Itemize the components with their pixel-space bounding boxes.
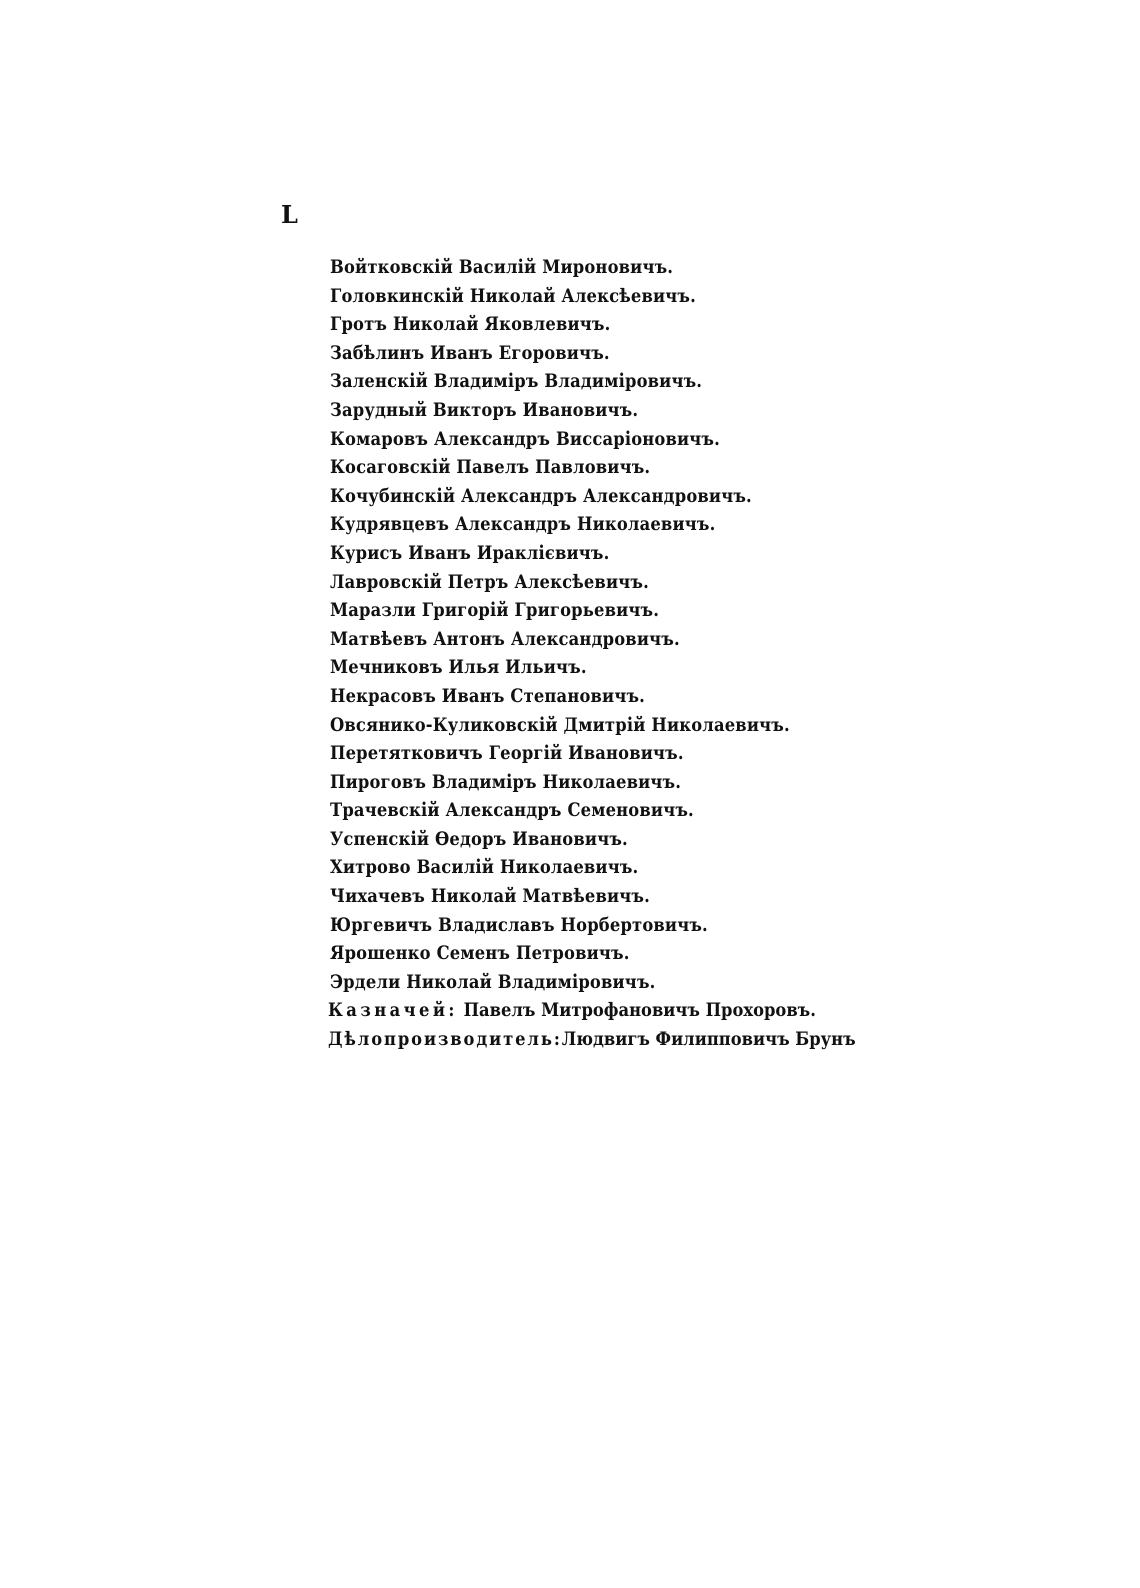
treasurer-line [328, 996, 930, 1025]
treasurer-name: Павелъ Митрофановичъ Прохоровъ. [463, 999, 816, 1021]
member-entry: Чихачевъ Николай Матвѣевичъ. [330, 885, 650, 908]
member-entry: Хитрово Василій Николаевичъ. [330, 856, 639, 879]
member-entry: Курисъ Иванъ Ираклієвичъ. [330, 541, 610, 564]
member-entry: Ярошенко Семенъ Петровичъ. [330, 942, 630, 965]
member-entry: Косаговскій Павелъ Павловичъ. [330, 456, 651, 479]
clerk-line [328, 1025, 930, 1054]
members-list [330, 253, 970, 996]
member-entry: Овсянико-Куликовскій Дмитрій Николаевичъ. [330, 713, 790, 736]
treasurer-role: Казначей: [328, 999, 458, 1021]
member-entry: Пироговъ Владиміръ Николаевичъ. [330, 770, 682, 793]
clerk-name: Людвигъ Филипповичъ Брунъ [561, 1027, 856, 1050]
member-entry: Кудрявцевъ Александръ Николаевичъ. [330, 513, 716, 536]
member-entry: Успенскій Ѳедоръ Ивановичъ. [330, 827, 628, 850]
member-entry: Эрдели Николай Владиміровичъ. [330, 970, 656, 993]
member-entry: Маразли Григорій Григорьевичъ. [330, 599, 660, 622]
officers-section [328, 996, 1028, 1053]
member-entry: Комаровъ Александръ Виссаріоновичъ. [330, 427, 720, 450]
member-entry: Лавровскій Петръ Алексѣевичъ. [330, 570, 649, 593]
member-entry: Некрасовъ Иванъ Степановичъ. [330, 684, 646, 707]
member-entry: Перетятковичъ Георгій Ивановичъ. [330, 742, 684, 765]
member-entry: Матвѣевъ Антонъ Александровичъ. [330, 627, 680, 650]
member-entry: Забѣлинъ Иванъ Егоровичъ. [330, 341, 610, 364]
member-entry: Заленскій Владиміръ Владиміровичъ. [330, 370, 703, 393]
member-entry: Мечниковъ Илья Ильичъ. [330, 656, 587, 679]
page-number: L [281, 200, 298, 229]
member-entry: Юргевичъ Владиславъ Норбертовичъ. [330, 913, 708, 936]
member-entry: Трачевскій Александръ Семеновичъ. [330, 799, 694, 822]
member-entry: Зарудный Викторъ Ивановичъ. [330, 398, 639, 421]
member-entry: Головкинскій Николай Алексѣевичъ. [330, 284, 696, 307]
clerk-role: Дѣлопроизводитель: [328, 1027, 562, 1050]
member-entry: Кочубинскій Александръ Александровичъ. [330, 484, 752, 507]
member-entry: Гротъ Николай Яковлевичъ. [330, 313, 611, 336]
member-entry: Войтковскій Василій Мироновичъ. [330, 256, 674, 278]
